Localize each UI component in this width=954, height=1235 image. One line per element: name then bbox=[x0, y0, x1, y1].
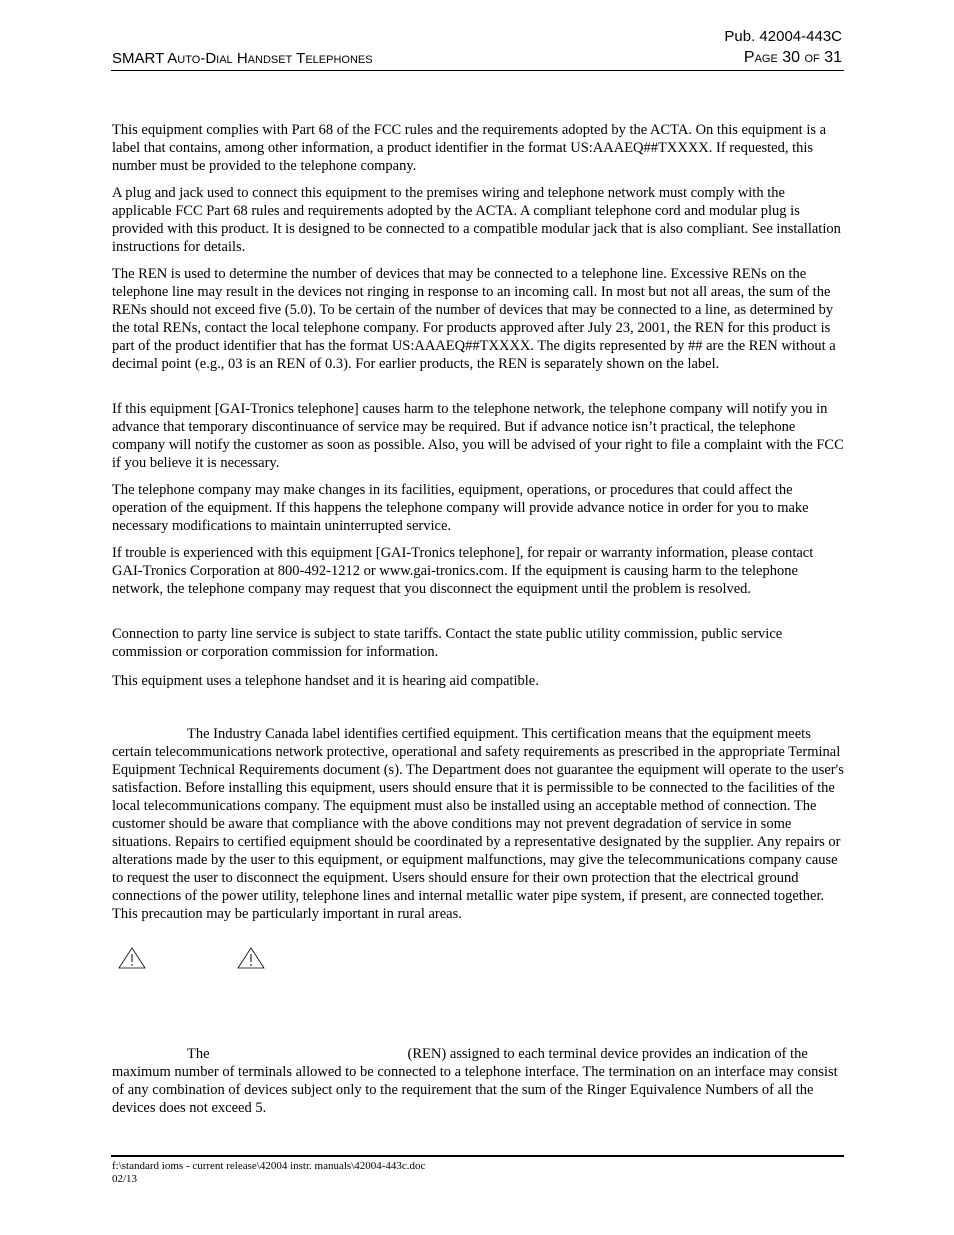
footer-rule bbox=[111, 1155, 844, 1157]
document-title: SMART Auto-Dial Handset Telephones bbox=[112, 50, 373, 67]
header-rule bbox=[111, 70, 844, 71]
paragraph-industry-canada: The Industry Canada label identifies certified equipment. This certification means that the equipment meets certain telecommunications network protective, operational and safety requirements as prescribed in the appropriate Terminal Equipment Technical Requirements document (s). The Department does not guarantee the equipment will operate to the user's satisfaction. Before installing this equipment, users should ensure that it is permissible to be connected to the facilities of the local telecommunications company. The equipment must also be installed using an acceptable method of connection. The customer should be aware that compliance with the above conditions may not prevent degradation of service in some situations. Repairs to certified equipment should be coordinated by a representative designated by the supplier. Any repairs or alterations made by the user to this equipment, or equipment malfunctions, may give the telecommunications company cause to request the user to disconnect the equipment. Users should ensure for their own protection that the electrical ground connections of the power utility, telephone lines and internal metallic water pipe system, if present, are connected together. This precaution may be particularly important in rural areas. bbox=[112, 726, 844, 922]
footer-date: 02/13 bbox=[112, 1173, 138, 1185]
page-number: Page 30 of 31 bbox=[743, 49, 842, 66]
paragraph-changes: The telephone company may make changes in its facilities, equipment, operations, or procedures that could affect the operation of the equipment. If this happens the telephone company will provide advance notice in order for you to make necessary modifications to maintain uninterrupted service. bbox=[112, 482, 809, 534]
publication-number: Pub. 42004-443C bbox=[724, 28, 842, 45]
paragraph-ren: The REN is used to determine the number of devices that may be connected to a telephone line. Excessive RENs on the telephone line may result in the devices not ringing in response to an incoming call. In most but not all areas, the sum of the RENs should not exceed five (5.0). To be certain of the number of devices that may be connected to a line, as determined by the total RENs, contact the local telephone company. For products approved after July 23, 2001, the REN for this product is part of the product identifier that has the format US:AAAEQ##TXXXX. The digits represented by ## are the REN without a decimal point (e.g., 03 is an REN of 0.3). For earlier products, the REN is separately shown on the label. bbox=[112, 266, 836, 372]
paragraph-harm: If this equipment [GAI-Tronics telephone] causes harm to the telephone network, the telephone company will notify you in advance that temporary discontinuance of service may be required. But if advance notice isn’t practical, the telephone company will notify the customer as soon as possible. Also, you will be advised of your right to file a complaint with the FCC if you believe it is necessary. bbox=[112, 401, 844, 471]
paragraph-ringer-equivalence: The (REN) assigned to each terminal device provides an indication of the maximum number of terminals allowed to be connected to a telephone interface. The termination on an interface may consist of any combination of devices subject only to the requirement that the sum of the Ringer Equivalence Numbers of all the devices does not exceed 5. bbox=[112, 1046, 838, 1116]
warning-triangle-icon bbox=[237, 947, 265, 969]
footer-file-path: f:\standard ioms - current release\42004 instr. manuals\42004-443c.doc bbox=[112, 1160, 426, 1172]
paragraph-fcc-label: This equipment complies with Part 68 of the FCC rules and the requirements adopted by the ACTA. On this equipment is a label that contains, among other information, a product identifier in the format US:AAAEQ##TXXXX. If requested, this number must be provided to the telephone company. bbox=[112, 122, 827, 174]
paragraph-hearing-aid: This equipment uses a telephone handset and it is hearing aid compatible. bbox=[112, 673, 539, 689]
paragraph-trouble: If trouble is experienced with this equipment [GAI-Tronics telephone], for repair or warranty information, please contact GAI-Tronics Corporation at 800-492-1212 or www.gai-tronics.com. If the equipment is causing harm to the telephone network, the telephone company may request that you disconnect the equipment until the problem is resolved. bbox=[112, 545, 814, 597]
warning-triangle-icon bbox=[118, 947, 146, 969]
paragraph-plug-jack: A plug and jack used to connect this equipment to the premises wiring and telephone network must comply with the applicable FCC Part 68 rules and requirements adopted by the ACTA. A compliant telephone cord and modular plug is provided with this product. It is designed to be connected to a compatible modular jack that is also compliant. See installation instructions for details. bbox=[112, 185, 841, 255]
paragraph-party-line: Connection to party line service is subject to state tariffs. Contact the state public utility commission, public service commission or corporation commission for information. bbox=[112, 626, 783, 660]
